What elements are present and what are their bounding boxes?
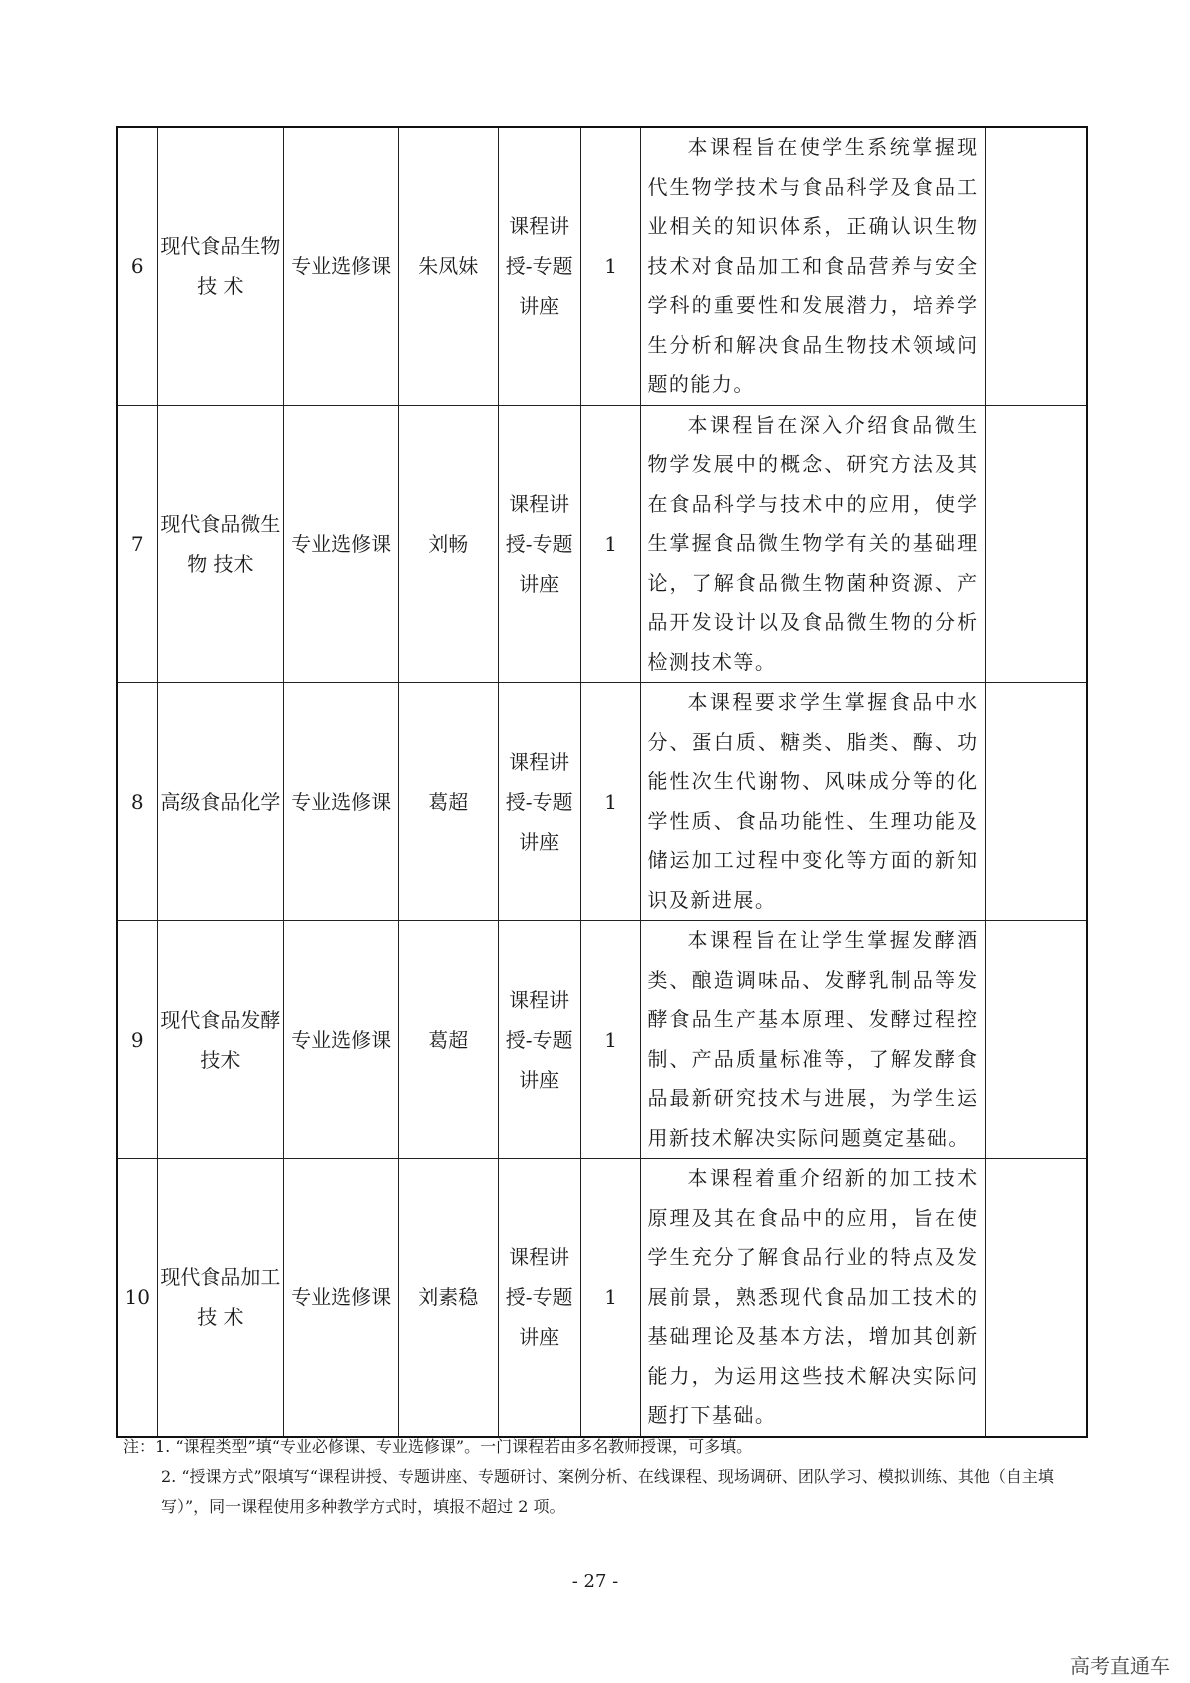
teacher-name: 刘畅 [398, 405, 498, 683]
credit-hours: 1 [580, 405, 641, 683]
row-index: 6 [117, 127, 157, 405]
course-type: 专业选修课 [284, 921, 399, 1159]
table-body [117, 127, 1087, 1437]
table-row [117, 921, 1087, 1159]
course-description-text: 本课程要求学生掌握食品中水分、蛋白质、糖类、脂类、酶、功能性次生代谢物、风味成分等的化学性质、食品功能性、生理功能及储运加工过程中变化等方面的新知识及新进展。 [647, 690, 979, 912]
course-name: 现代食品发酵技术 [157, 921, 284, 1159]
table-row [117, 683, 1087, 921]
course-name: 现代食品加工技 术 [157, 1159, 284, 1437]
row-index: 8 [117, 683, 157, 921]
credit-hours: 1 [580, 127, 641, 405]
table-row [117, 127, 1087, 405]
row-note [985, 405, 1087, 683]
credit-hours: 1 [580, 683, 641, 921]
course-name: 现代食品生物技 术 [157, 127, 284, 405]
course-description-text: 本课程旨在深入介绍食品微生物学发展中的概念、研究方法及其在食品科学与技术中的应用，使学生掌握食品微生物学有关的基础理论，了解食品微生物菌种资源、产品开发设计以及食品微生物的分析检测技术等。 [647, 412, 979, 674]
row-note [985, 1159, 1087, 1437]
course-description [641, 921, 985, 1159]
row-note [985, 921, 1087, 1159]
row-index: 7 [117, 405, 157, 683]
course-description [641, 405, 985, 683]
teaching-method: 课程讲授-专题讲座 [498, 127, 580, 405]
course-description [641, 127, 985, 405]
course-type: 专业选修课 [284, 127, 399, 405]
row-note [985, 683, 1087, 921]
course-description [641, 683, 985, 921]
course-description-text: 本课程着重介绍新的加工技术原理及其在食品中的应用，旨在使学生充分了解食品行业的特点及发展前景，熟悉现代食品加工技术的基础理论及基本方法，增加其创新能力，为运用这些技术解决实际问题打下基础。 [647, 1166, 979, 1427]
table-row [117, 405, 1087, 683]
teacher-name: 刘素稳 [398, 1159, 498, 1437]
teacher-name: 朱凤妹 [398, 127, 498, 405]
row-index: 10 [117, 1159, 157, 1437]
course-description-text: 本课程旨在使学生系统掌握现代生物学技术与食品科学及食品工业相关的知识体系，正确认识生物技术对食品加工和食品营养与安全学科的重要性和发展潜力，培养学生分析和解决食品生物技术领域问题的能力。 [647, 135, 979, 396]
course-type: 专业选修课 [284, 1159, 399, 1437]
teacher-name: 葛超 [398, 921, 498, 1159]
course-description [641, 1159, 985, 1437]
teaching-method: 课程讲授-专题讲座 [498, 1159, 580, 1437]
teacher-name: 葛超 [398, 683, 498, 921]
course-description-text: 本课程旨在让学生掌握发酵酒类、酿造调味品、发酵乳制品等发酵食品生产基本原理、发酵过程控制、产品质量标准等，了解发酵食品最新研究技术与进展，为学生运用新技术解决实际问题奠定基础。 [647, 928, 979, 1150]
row-index: 9 [117, 921, 157, 1159]
teaching-method: 课程讲授-专题讲座 [498, 405, 580, 683]
teaching-method: 课程讲授-专题讲座 [498, 683, 580, 921]
course-name: 高级食品化学 [157, 683, 284, 921]
credit-hours: 1 [580, 921, 641, 1159]
course-name: 现代食品微生物 技术 [157, 405, 284, 683]
footnote-2: 2. “授课方式”限填写“课程讲授、专题讲座、专题研讨、案例分析、在线课程、现场调研、团队学习、模拟训练、其他（自主填写）”，同一课程使用多种教学方式时，填报不超过 2 项。 [161, 1467, 1054, 1516]
course-table [116, 126, 1088, 1438]
table-row [117, 1159, 1087, 1437]
footnotes [123, 1432, 1083, 1522]
page-number: - 27 - [571, 1571, 619, 1592]
course-type: 专业选修课 [284, 683, 399, 921]
credit-hours: 1 [580, 1159, 641, 1437]
teaching-method: 课程讲授-专题讲座 [498, 921, 580, 1159]
footnote-1: 注：1. “课程类型”填“专业必修课、专业选修课”。一门课程若由多名教师授课，可多填。 [123, 1437, 753, 1456]
course-type: 专业选修课 [284, 405, 399, 683]
row-note [985, 127, 1087, 405]
watermark: 高考直通车 [1070, 1654, 1170, 1678]
